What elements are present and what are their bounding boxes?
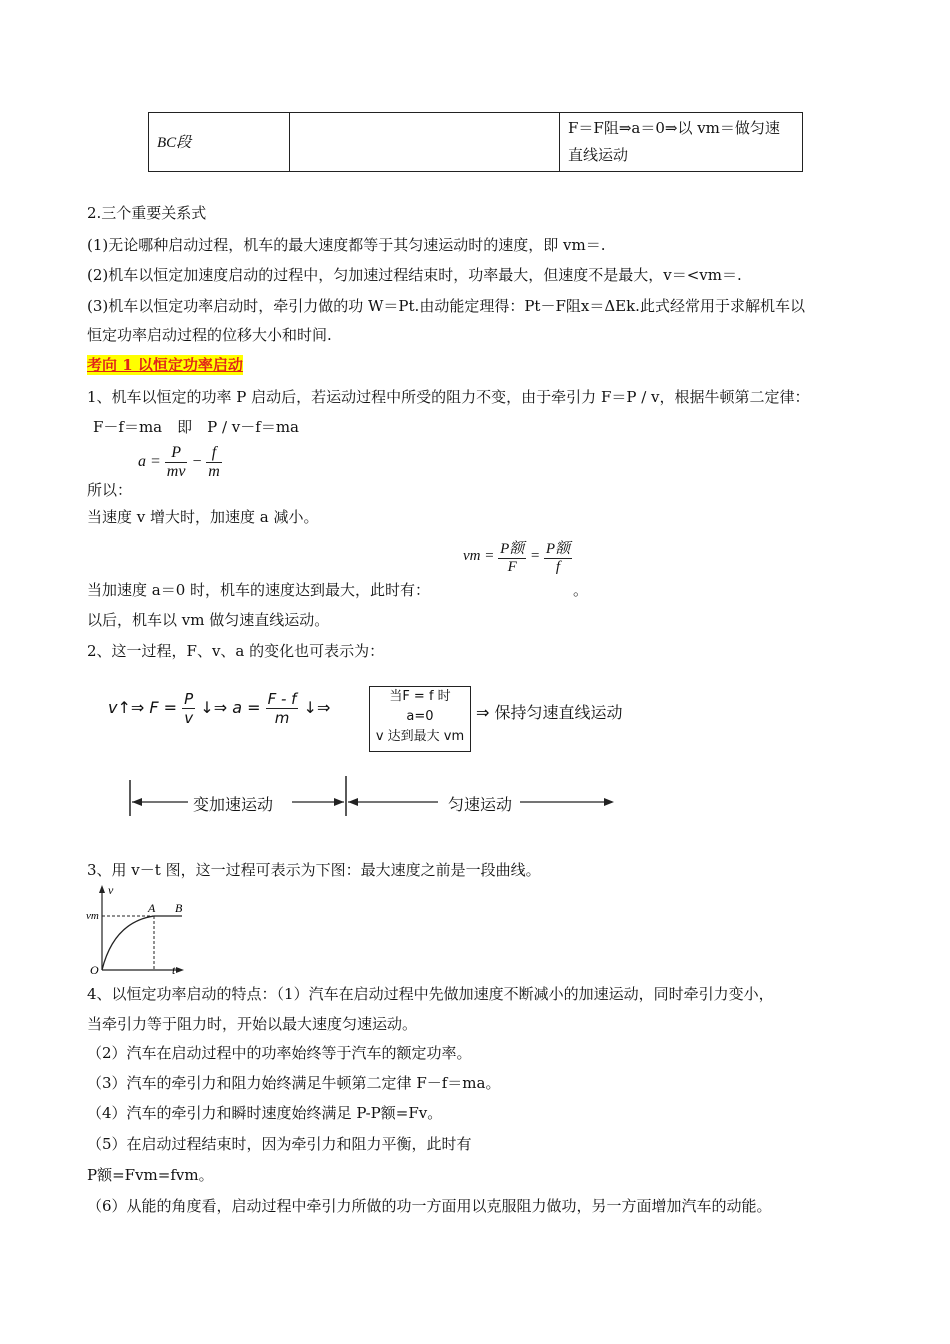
paragraph-2: 2、这一过程，F、v、a 的变化也可表示为：	[87, 642, 385, 660]
condition-line1: 当F = f 时	[389, 689, 451, 704]
vm-lhs: vm =	[463, 547, 495, 564]
feature-5: （5）在启动过程结束时，因为牵引力和阻力平衡，此时有	[87, 1135, 472, 1153]
paragraph-3: 3、用 v－t 图，这一过程可表示为下图：最大速度之前是一段曲线。	[87, 861, 541, 879]
variable-accel-label: 变加速运动	[193, 795, 274, 814]
arrow-right-head	[334, 798, 344, 806]
section-heading: 2.三个重要关系式	[87, 204, 207, 222]
so-label: 所以：	[87, 481, 133, 499]
relation-3-cont: 恒定功率启动过程的位移大小和时间.	[87, 326, 332, 344]
feature-6: （6）从能的角度看，启动过程中牵引力所做的功一方面用以克服阻力做功，另一方面增加汽车的动能。	[87, 1197, 772, 1215]
vmax-formula: vm = $\frac{\text{P额}}{F}$ = $\frac{\text{P额}}{f}$	[463, 537, 572, 576]
vm-label: vm	[86, 910, 99, 922]
newton-equation: F－f＝ma 即 P ∕ v－f＝ma	[93, 418, 300, 436]
table-cell-empty	[290, 113, 560, 172]
paragraph-1: 1、机车以恒定的功率 P 启动后，若运动过程中所受的阻力不变，由于牵引力 F＝P ∕ v，根据牛顿第二定律：	[87, 388, 810, 406]
flow-accel: ↓⇒ a =	[200, 698, 261, 717]
flow-fraction-F-f-m: $\frac{F - f}{m}$	[267, 690, 297, 727]
feature-4: （4）汽车的牵引力和瞬时速度始终满足 P-P额=Fv。	[87, 1104, 443, 1122]
paragraph-4: 4、以恒定功率启动的特点：（1）汽车在启动过程中先做加速度不断减小的加速运动，同时牵引力变小，	[87, 985, 774, 1003]
feature-3: （3）汽车的牵引力和阻力始终满足牛顿第二定律 F－f＝ma。	[87, 1074, 501, 1092]
uniform-motion-text: 以后，机车以 vm 做匀速直线运动。	[87, 611, 330, 629]
feature-2: （2）汽车在启动过程中的功率始终等于汽车的额定功率。	[87, 1044, 472, 1062]
table-cell-result	[560, 113, 803, 172]
vt-graph	[86, 882, 196, 978]
point-b-label: B	[175, 901, 183, 915]
bc-result-line1: F＝F阻⇒a＝0⇒以 vm＝做匀速	[568, 119, 780, 137]
flow-chain	[108, 690, 330, 727]
fraction-f-m: $\frac{f}{m}$	[208, 444, 220, 480]
fraction-p-F: $\frac{\text{P额}}{F}$	[498, 537, 526, 576]
minus-sign: −	[191, 453, 203, 471]
condition-box	[369, 686, 471, 752]
arrow-left-head	[132, 798, 142, 806]
zero-accel-text: 当加速度 a＝0 时，机车的速度达到最大，此时有：	[87, 581, 431, 599]
uniform-label: 匀速运动	[448, 795, 513, 814]
point-a-label: A	[148, 901, 156, 915]
t-axis-label: t	[172, 963, 176, 977]
relation-2: (2)机车以恒定加速度启动的过程中，匀加速过程结束时，功率最大，但速度不是最大，v＝<vm＝.	[87, 266, 742, 284]
origin-label: O	[90, 963, 99, 977]
accel-curve	[102, 916, 154, 970]
table-row	[149, 113, 803, 172]
fraction-p-mv: $\frac{P}{mv}$	[166, 444, 186, 480]
feature-5-formula: P额=Fvm=fvm。	[87, 1166, 214, 1184]
bc-result-line2: 直线运动	[568, 146, 629, 164]
bc-label: BC段	[157, 134, 192, 151]
flow-arrow: ↓⇒	[303, 698, 331, 717]
condition-line3: v 达到最大 vm	[375, 729, 465, 744]
flow-fraction-p-v: $\frac{P}{v}$	[184, 690, 194, 727]
velocity-increase-text: 当速度 v 增大时，加速度 a 减小。	[87, 508, 319, 526]
relation-1: (1)无论哪种启动过程，机车的最大速度都等于其匀速运动时的速度，即 vm＝.	[87, 236, 606, 254]
acceleration-formula	[138, 444, 222, 481]
formula-lhs: a =	[138, 453, 161, 471]
paragraph-4-cont: 当牵引力等于阻力时，开始以最大速度匀速运动。	[87, 1015, 418, 1033]
table-cell-label	[149, 113, 290, 172]
condition-line2: a=0	[406, 709, 434, 724]
zero-accel-end: 。	[573, 581, 589, 599]
v-axis-label: v	[108, 883, 114, 897]
startup-table	[148, 112, 803, 172]
topic-heading: 考向 1 以恒定功率启动	[87, 356, 243, 374]
flow-velocity-force: v↑⇒ F =	[108, 698, 178, 717]
flow-result: ⇒ 保持匀速直线运动	[476, 703, 623, 722]
relation-3: (3)机车以恒定功率启动时，牵引力做的功 W＝Pt.由动能定理得：Pt－F阻x＝ΔEk.此式经常用于求解机车以	[87, 297, 805, 315]
fraction-p-f: $\frac{\text{P额}}{f}$	[544, 537, 572, 576]
